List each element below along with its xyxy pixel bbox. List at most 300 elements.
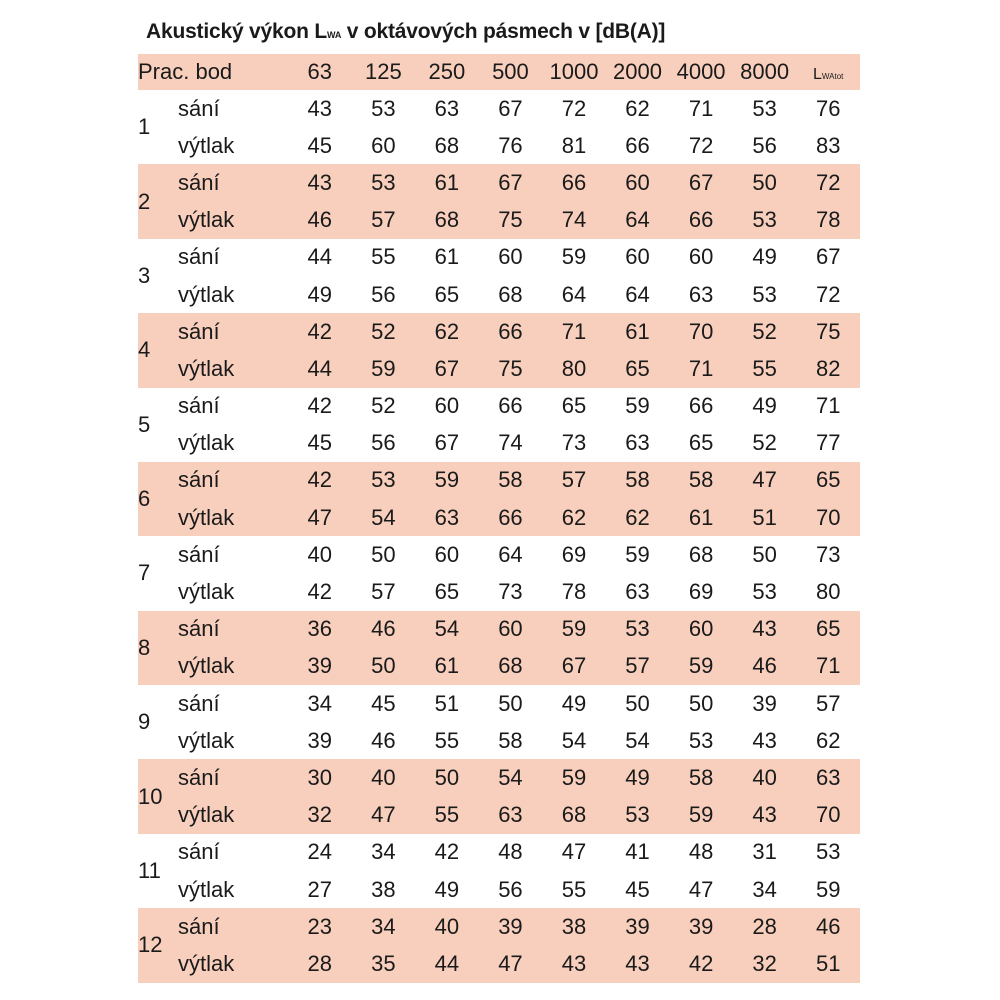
header-total-sub: WAtot xyxy=(821,72,844,81)
band-value-cell: 44 xyxy=(415,945,479,982)
band-value-cell: 50 xyxy=(479,685,543,722)
band-value-cell: 60 xyxy=(415,536,479,573)
band-value-cell: 60 xyxy=(606,164,670,201)
band-value-cell: 71 xyxy=(669,90,733,127)
row-label-intake: sání xyxy=(178,685,288,722)
band-value-cell: 31 xyxy=(733,834,797,871)
band-value-cell: 67 xyxy=(479,164,543,201)
band-value-cell: 67 xyxy=(415,350,479,387)
table-row xyxy=(138,164,860,201)
table-title xyxy=(146,20,665,44)
band-value-cell: 67 xyxy=(415,425,479,462)
band-value-cell: 53 xyxy=(733,202,797,239)
band-value-cell: 43 xyxy=(733,611,797,648)
working-point-group xyxy=(138,685,860,759)
band-value-cell: 57 xyxy=(542,462,606,499)
band-value-cell: 59 xyxy=(352,350,416,387)
band-value-cell: 76 xyxy=(479,127,543,164)
row-label-intake: sání xyxy=(178,834,288,871)
total-value-cell: 80 xyxy=(796,573,860,610)
band-value-cell: 52 xyxy=(352,313,416,350)
row-label-discharge: výtlak xyxy=(178,350,288,387)
band-value-cell: 57 xyxy=(352,202,416,239)
band-value-cell: 42 xyxy=(669,945,733,982)
band-value-cell: 65 xyxy=(415,573,479,610)
band-value-cell: 50 xyxy=(733,164,797,201)
header-band-250: 250 xyxy=(415,54,479,90)
working-point-id: 8 xyxy=(138,611,178,685)
band-value-cell: 63 xyxy=(606,425,670,462)
band-value-cell: 69 xyxy=(542,536,606,573)
total-value-cell: 78 xyxy=(796,202,860,239)
total-value-cell: 71 xyxy=(796,388,860,425)
band-value-cell: 53 xyxy=(352,462,416,499)
band-value-cell: 59 xyxy=(542,611,606,648)
band-value-cell: 55 xyxy=(733,350,797,387)
band-value-cell: 60 xyxy=(669,611,733,648)
band-value-cell: 32 xyxy=(288,797,352,834)
band-value-cell: 43 xyxy=(733,797,797,834)
band-value-cell: 59 xyxy=(542,759,606,796)
header-band-1000: 1000 xyxy=(542,54,606,90)
band-value-cell: 50 xyxy=(606,685,670,722)
table-row xyxy=(138,462,860,499)
band-value-cell: 66 xyxy=(479,499,543,536)
table-row xyxy=(138,536,860,573)
table-row xyxy=(138,313,860,350)
band-value-cell: 53 xyxy=(733,573,797,610)
band-value-cell: 58 xyxy=(606,462,670,499)
row-label-intake: sání xyxy=(178,388,288,425)
band-value-cell: 62 xyxy=(542,499,606,536)
band-value-cell: 56 xyxy=(352,276,416,313)
band-value-cell: 56 xyxy=(479,871,543,908)
band-value-cell: 34 xyxy=(352,908,416,945)
band-value-cell: 44 xyxy=(288,239,352,276)
band-value-cell: 35 xyxy=(352,945,416,982)
band-value-cell: 46 xyxy=(352,611,416,648)
band-value-cell: 68 xyxy=(479,276,543,313)
row-label-discharge: výtlak xyxy=(178,573,288,610)
table-row xyxy=(138,797,860,834)
working-point-group xyxy=(138,164,860,238)
band-value-cell: 48 xyxy=(479,834,543,871)
band-value-cell: 50 xyxy=(352,648,416,685)
band-value-cell: 63 xyxy=(669,276,733,313)
band-value-cell: 53 xyxy=(352,90,416,127)
band-value-cell: 66 xyxy=(669,388,733,425)
band-value-cell: 54 xyxy=(606,722,670,759)
band-value-cell: 69 xyxy=(669,573,733,610)
table-row xyxy=(138,908,860,945)
band-value-cell: 55 xyxy=(415,722,479,759)
band-value-cell: 49 xyxy=(733,388,797,425)
band-value-cell: 57 xyxy=(606,648,670,685)
band-value-cell: 52 xyxy=(733,425,797,462)
row-label-discharge: výtlak xyxy=(178,648,288,685)
working-point-id: 12 xyxy=(138,908,178,982)
row-label-intake: sání xyxy=(178,90,288,127)
working-point-id: 3 xyxy=(138,239,178,313)
working-point-group xyxy=(138,611,860,685)
band-value-cell: 62 xyxy=(606,499,670,536)
band-value-cell: 60 xyxy=(479,611,543,648)
band-value-cell: 50 xyxy=(415,759,479,796)
band-value-cell: 66 xyxy=(479,388,543,425)
band-value-cell: 50 xyxy=(733,536,797,573)
table-row xyxy=(138,573,860,610)
working-point-group xyxy=(138,388,860,462)
header-band-2000: 2000 xyxy=(606,54,670,90)
total-value-cell: 67 xyxy=(796,239,860,276)
working-point-id: 10 xyxy=(138,759,178,833)
band-value-cell: 23 xyxy=(288,908,352,945)
table-row xyxy=(138,276,860,313)
band-value-cell: 47 xyxy=(733,462,797,499)
table-row xyxy=(138,871,860,908)
band-value-cell: 28 xyxy=(288,945,352,982)
band-value-cell: 48 xyxy=(669,834,733,871)
band-value-cell: 71 xyxy=(669,350,733,387)
band-value-cell: 49 xyxy=(415,871,479,908)
table-row xyxy=(138,834,860,871)
band-value-cell: 59 xyxy=(542,239,606,276)
total-value-cell: 72 xyxy=(796,164,860,201)
row-label-intake: sání xyxy=(178,462,288,499)
band-value-cell: 49 xyxy=(606,759,670,796)
band-value-cell: 60 xyxy=(415,388,479,425)
header-band-8000: 8000 xyxy=(733,54,797,90)
total-value-cell: 46 xyxy=(796,908,860,945)
band-value-cell: 53 xyxy=(606,611,670,648)
table-title-prefix: Akustický výkon L xyxy=(146,20,328,43)
band-value-cell: 54 xyxy=(542,722,606,759)
total-value-cell: 72 xyxy=(796,276,860,313)
band-value-cell: 58 xyxy=(669,759,733,796)
band-value-cell: 60 xyxy=(606,239,670,276)
band-value-cell: 58 xyxy=(669,462,733,499)
band-value-cell: 40 xyxy=(415,908,479,945)
band-value-cell: 34 xyxy=(733,871,797,908)
band-value-cell: 67 xyxy=(669,164,733,201)
total-value-cell: 63 xyxy=(796,759,860,796)
table-row xyxy=(138,648,860,685)
total-value-cell: 83 xyxy=(796,127,860,164)
band-value-cell: 66 xyxy=(669,202,733,239)
band-value-cell: 49 xyxy=(288,276,352,313)
row-label-discharge: výtlak xyxy=(178,945,288,982)
band-value-cell: 43 xyxy=(733,722,797,759)
total-value-cell: 71 xyxy=(796,648,860,685)
band-value-cell: 38 xyxy=(352,871,416,908)
band-value-cell: 52 xyxy=(352,388,416,425)
table-row xyxy=(138,759,860,796)
total-value-cell: 62 xyxy=(796,722,860,759)
band-value-cell: 45 xyxy=(352,685,416,722)
band-value-cell: 74 xyxy=(542,202,606,239)
band-value-cell: 68 xyxy=(479,648,543,685)
working-point-group xyxy=(138,313,860,387)
band-value-cell: 49 xyxy=(542,685,606,722)
table-row xyxy=(138,350,860,387)
header-band-63: 63 xyxy=(288,54,352,90)
band-value-cell: 59 xyxy=(606,536,670,573)
row-label-intake: sání xyxy=(178,611,288,648)
band-value-cell: 64 xyxy=(606,202,670,239)
band-value-cell: 60 xyxy=(669,239,733,276)
total-value-cell: 53 xyxy=(796,834,860,871)
band-value-cell: 74 xyxy=(479,425,543,462)
band-value-cell: 78 xyxy=(542,573,606,610)
total-value-cell: 57 xyxy=(796,685,860,722)
band-value-cell: 71 xyxy=(542,313,606,350)
working-point-group xyxy=(138,462,860,536)
band-value-cell: 53 xyxy=(606,797,670,834)
working-point-group xyxy=(138,536,860,610)
total-value-cell: 73 xyxy=(796,536,860,573)
row-label-intake: sání xyxy=(178,313,288,350)
band-value-cell: 61 xyxy=(415,648,479,685)
row-label-discharge: výtlak xyxy=(178,127,288,164)
band-value-cell: 36 xyxy=(288,611,352,648)
working-point-id: 4 xyxy=(138,313,178,387)
band-value-cell: 47 xyxy=(479,945,543,982)
band-value-cell: 42 xyxy=(288,462,352,499)
band-value-cell: 49 xyxy=(733,239,797,276)
band-value-cell: 70 xyxy=(669,313,733,350)
band-value-cell: 60 xyxy=(352,127,416,164)
row-label-intake: sání xyxy=(178,164,288,201)
working-point-id: 5 xyxy=(138,388,178,462)
band-value-cell: 73 xyxy=(542,425,606,462)
band-value-cell: 68 xyxy=(542,797,606,834)
header-band-500: 500 xyxy=(479,54,543,90)
band-value-cell: 51 xyxy=(733,499,797,536)
working-point-id: 7 xyxy=(138,536,178,610)
table-row xyxy=(138,611,860,648)
band-value-cell: 39 xyxy=(288,722,352,759)
band-value-cell: 81 xyxy=(542,127,606,164)
band-value-cell: 68 xyxy=(415,202,479,239)
band-value-cell: 59 xyxy=(415,462,479,499)
table-header xyxy=(138,54,860,90)
total-value-cell: 76 xyxy=(796,90,860,127)
band-value-cell: 50 xyxy=(352,536,416,573)
working-point-id: 11 xyxy=(138,834,178,908)
total-value-cell: 65 xyxy=(796,611,860,648)
band-value-cell: 53 xyxy=(733,90,797,127)
band-value-cell: 51 xyxy=(415,685,479,722)
band-value-cell: 47 xyxy=(352,797,416,834)
band-value-cell: 47 xyxy=(542,834,606,871)
band-value-cell: 42 xyxy=(415,834,479,871)
band-value-cell: 39 xyxy=(669,908,733,945)
band-value-cell: 61 xyxy=(415,239,479,276)
total-value-cell: 51 xyxy=(796,945,860,982)
band-value-cell: 67 xyxy=(542,648,606,685)
table-row xyxy=(138,685,860,722)
table-row xyxy=(138,90,860,127)
table-row xyxy=(138,202,860,239)
band-value-cell: 67 xyxy=(479,90,543,127)
band-value-cell: 61 xyxy=(669,499,733,536)
band-value-cell: 75 xyxy=(479,202,543,239)
band-value-cell: 27 xyxy=(288,871,352,908)
band-value-cell: 43 xyxy=(288,90,352,127)
working-point-group xyxy=(138,759,860,833)
band-value-cell: 59 xyxy=(669,648,733,685)
band-value-cell: 65 xyxy=(415,276,479,313)
row-label-discharge: výtlak xyxy=(178,425,288,462)
band-value-cell: 61 xyxy=(606,313,670,350)
band-value-cell: 47 xyxy=(288,499,352,536)
total-value-cell: 82 xyxy=(796,350,860,387)
band-value-cell: 40 xyxy=(352,759,416,796)
band-value-cell: 54 xyxy=(479,759,543,796)
band-value-cell: 43 xyxy=(542,945,606,982)
table-title-subscript: WA xyxy=(327,30,342,40)
band-value-cell: 55 xyxy=(415,797,479,834)
band-value-cell: 46 xyxy=(733,648,797,685)
band-value-cell: 65 xyxy=(606,350,670,387)
band-value-cell: 39 xyxy=(479,908,543,945)
band-value-cell: 53 xyxy=(669,722,733,759)
band-value-cell: 43 xyxy=(606,945,670,982)
table-row xyxy=(138,425,860,462)
band-value-cell: 65 xyxy=(669,425,733,462)
band-value-cell: 39 xyxy=(288,648,352,685)
working-point-group xyxy=(138,908,860,982)
band-value-cell: 34 xyxy=(288,685,352,722)
total-value-cell: 77 xyxy=(796,425,860,462)
total-value-cell: 75 xyxy=(796,313,860,350)
header-row xyxy=(138,54,860,90)
row-label-intake: sání xyxy=(178,908,288,945)
header-total xyxy=(796,54,860,90)
band-value-cell: 73 xyxy=(479,573,543,610)
band-value-cell: 34 xyxy=(352,834,416,871)
row-label-discharge: výtlak xyxy=(178,202,288,239)
band-value-cell: 45 xyxy=(288,425,352,462)
table-row xyxy=(138,239,860,276)
band-value-cell: 63 xyxy=(415,90,479,127)
band-value-cell: 42 xyxy=(288,313,352,350)
working-point-id: 1 xyxy=(138,90,178,164)
band-value-cell: 64 xyxy=(606,276,670,313)
total-value-cell: 59 xyxy=(796,871,860,908)
total-value-cell: 70 xyxy=(796,797,860,834)
band-value-cell: 53 xyxy=(733,276,797,313)
header-working-point: Prac. bod xyxy=(138,54,288,90)
row-label-discharge: výtlak xyxy=(178,871,288,908)
band-value-cell: 46 xyxy=(288,202,352,239)
band-value-cell: 56 xyxy=(733,127,797,164)
row-label-intake: sání xyxy=(178,239,288,276)
band-value-cell: 40 xyxy=(288,536,352,573)
band-value-cell: 65 xyxy=(542,388,606,425)
band-value-cell: 59 xyxy=(669,797,733,834)
band-value-cell: 45 xyxy=(606,871,670,908)
band-value-cell: 63 xyxy=(479,797,543,834)
band-value-cell: 60 xyxy=(479,239,543,276)
band-value-cell: 52 xyxy=(733,313,797,350)
band-value-cell: 55 xyxy=(352,239,416,276)
band-value-cell: 75 xyxy=(479,350,543,387)
working-point-id: 9 xyxy=(138,685,178,759)
table-row xyxy=(138,722,860,759)
band-value-cell: 68 xyxy=(415,127,479,164)
band-value-cell: 43 xyxy=(288,164,352,201)
working-point-group xyxy=(138,834,860,908)
row-label-discharge: výtlak xyxy=(178,499,288,536)
table-row xyxy=(138,388,860,425)
band-value-cell: 57 xyxy=(352,573,416,610)
band-value-cell: 59 xyxy=(606,388,670,425)
band-value-cell: 66 xyxy=(479,313,543,350)
row-label-intake: sání xyxy=(178,536,288,573)
band-value-cell: 54 xyxy=(352,499,416,536)
band-value-cell: 38 xyxy=(542,908,606,945)
band-value-cell: 50 xyxy=(669,685,733,722)
band-value-cell: 66 xyxy=(606,127,670,164)
row-label-intake: sání xyxy=(178,759,288,796)
band-value-cell: 44 xyxy=(288,350,352,387)
band-value-cell: 80 xyxy=(542,350,606,387)
band-value-cell: 58 xyxy=(479,462,543,499)
working-point-id: 6 xyxy=(138,462,178,536)
band-value-cell: 41 xyxy=(606,834,670,871)
band-value-cell: 46 xyxy=(352,722,416,759)
table-row xyxy=(138,499,860,536)
band-value-cell: 39 xyxy=(733,685,797,722)
band-value-cell: 56 xyxy=(352,425,416,462)
header-band-4000: 4000 xyxy=(669,54,733,90)
band-value-cell: 61 xyxy=(415,164,479,201)
band-value-cell: 63 xyxy=(415,499,479,536)
table-title-suffix: v oktávových pásmech v [dB(A)] xyxy=(341,20,666,43)
table-row xyxy=(138,127,860,164)
working-point-group xyxy=(138,239,860,313)
band-value-cell: 32 xyxy=(733,945,797,982)
row-label-discharge: výtlak xyxy=(178,797,288,834)
working-point-group xyxy=(138,90,860,164)
band-value-cell: 54 xyxy=(415,611,479,648)
band-value-cell: 40 xyxy=(733,759,797,796)
band-value-cell: 53 xyxy=(352,164,416,201)
band-value-cell: 24 xyxy=(288,834,352,871)
band-value-cell: 55 xyxy=(542,871,606,908)
band-value-cell: 68 xyxy=(669,536,733,573)
total-value-cell: 70 xyxy=(796,499,860,536)
acoustic-power-table xyxy=(138,54,860,983)
table-row xyxy=(138,945,860,982)
band-value-cell: 64 xyxy=(479,536,543,573)
working-point-id: 2 xyxy=(138,164,178,238)
band-value-cell: 62 xyxy=(415,313,479,350)
total-value-cell: 65 xyxy=(796,462,860,499)
band-value-cell: 28 xyxy=(733,908,797,945)
band-value-cell: 39 xyxy=(606,908,670,945)
row-label-discharge: výtlak xyxy=(178,722,288,759)
header-total-main: L xyxy=(813,66,822,83)
band-value-cell: 42 xyxy=(288,573,352,610)
band-value-cell: 42 xyxy=(288,388,352,425)
band-value-cell: 72 xyxy=(669,127,733,164)
band-value-cell: 58 xyxy=(479,722,543,759)
row-label-discharge: výtlak xyxy=(178,276,288,313)
band-value-cell: 30 xyxy=(288,759,352,796)
band-value-cell: 64 xyxy=(542,276,606,313)
